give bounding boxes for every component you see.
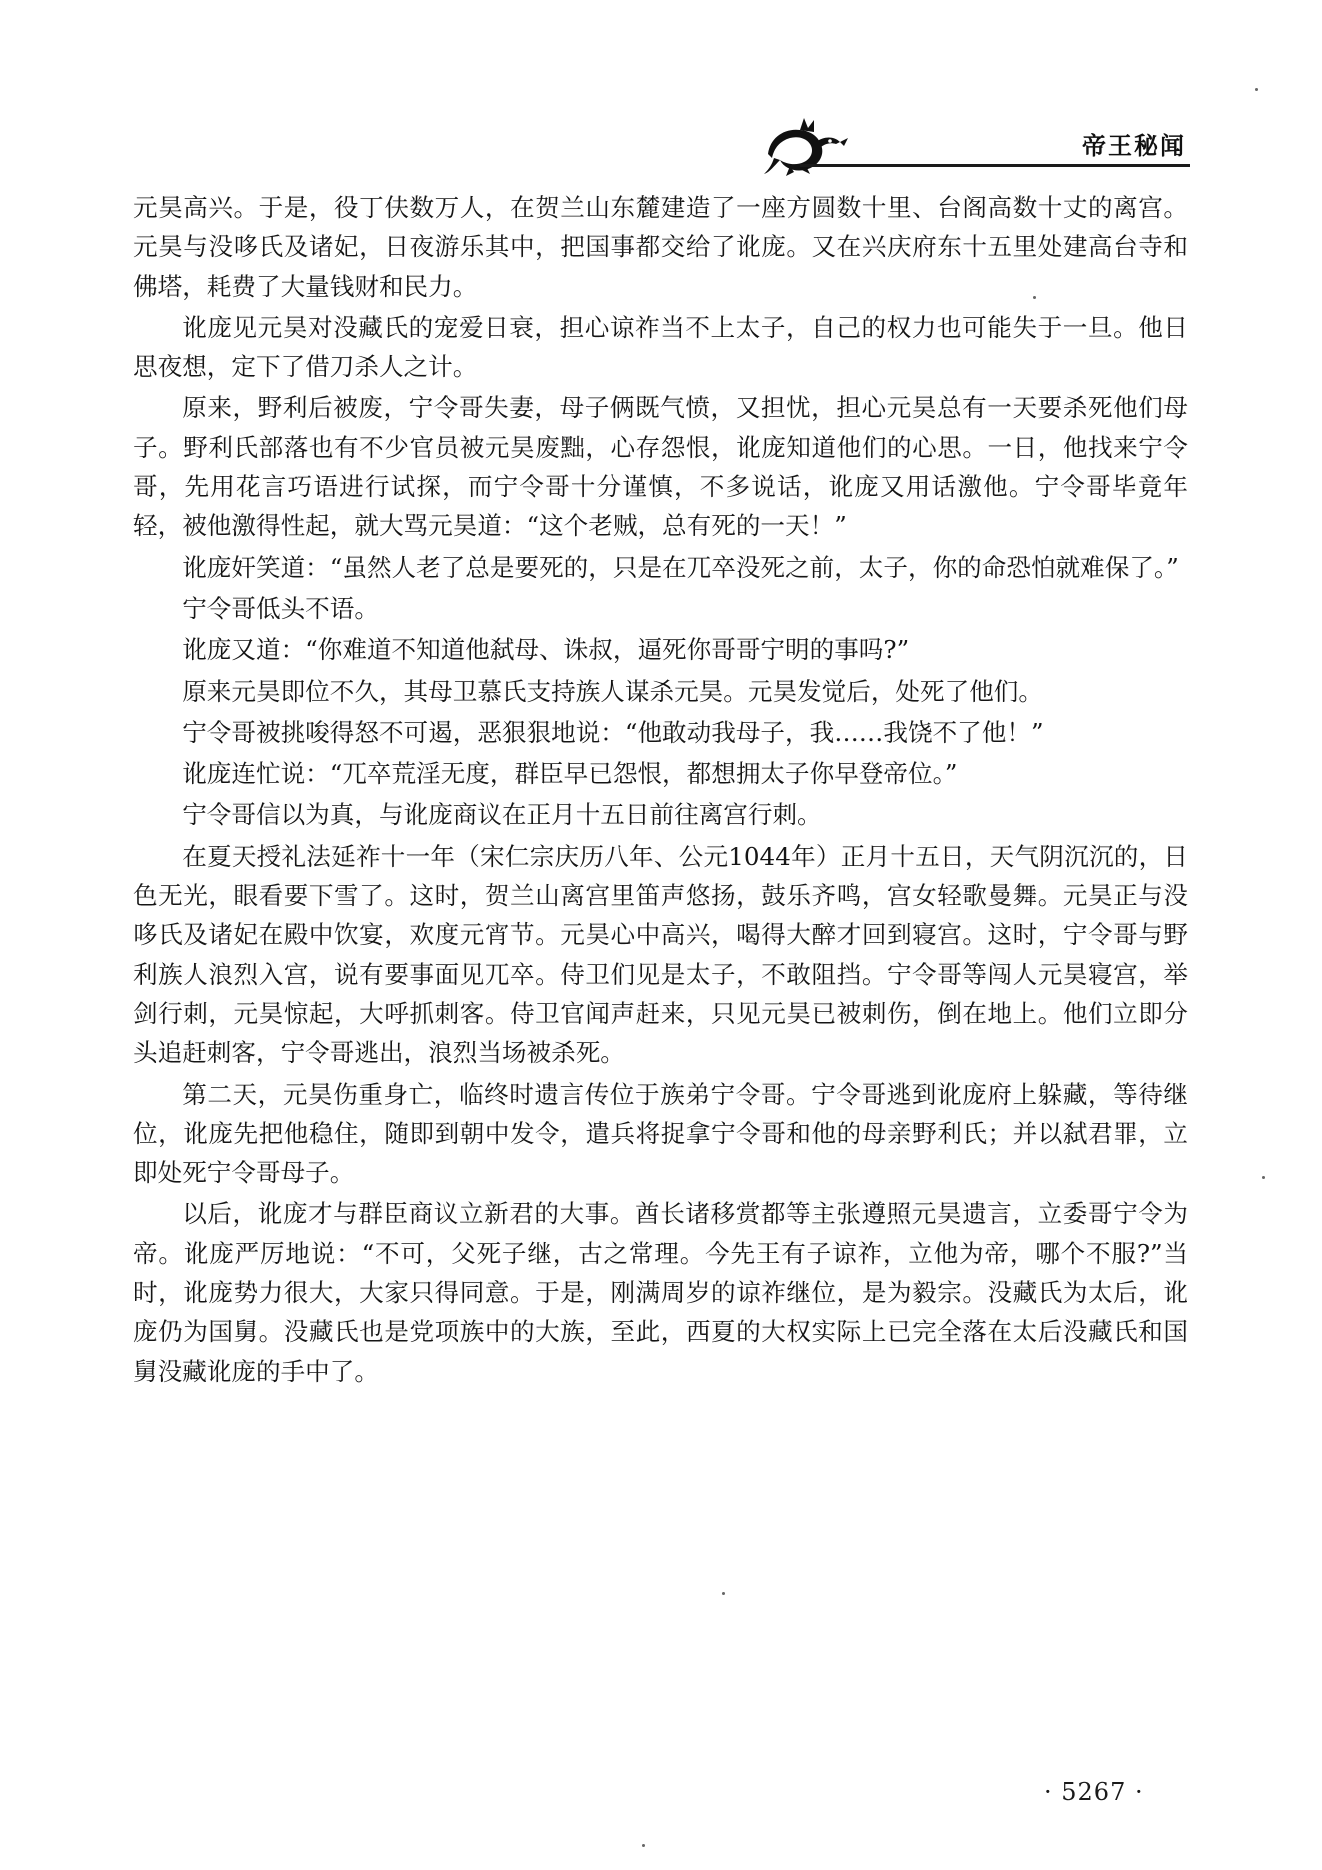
scan-speck [642,1844,645,1847]
paragraph: 讹庞奸笑道：“虽然人老了总是要死的，只是在兀卒没死之前，太子，你的命恐怕就难保了。” [182,552,1179,582]
paragraph: 原来元昊即位不久，其母卫慕氏支持族人谋杀元昊。元昊发觉后，处死了他们。 [182,676,1043,706]
paragraph: 第二天，元昊伤重身亡，临终时遗言传位于族弟宁令哥。宁令哥逃到讹庞府上躲藏，等待继位，讹庞先把他稳住，随即到朝中发令，遣兵将捉拿宁令哥和他的母亲野利氏；并以弑君罪，立即处死宁令哥母子。 [133,1079,1188,1188]
page-number: · 5267 · [1044,1778,1144,1806]
paragraph: 宁令哥低头不语。 [182,593,379,623]
body-text [133,188,1188,1393]
scan-speck [1262,1176,1265,1179]
dragon-icon [760,114,850,178]
paragraph: 讹庞连忙说：“兀卒荒淫无度，群臣早已怨恨，都想拥太子你早登帝位。” [182,759,958,789]
running-header [760,112,1190,172]
header-divider [800,164,1190,167]
scan-speck [722,1592,725,1595]
scan-speck [1033,296,1036,299]
header-title: 帝王秘闻 [1082,132,1186,160]
paragraph: 原来，野利后被废，宁令哥失妻，母子俩既气愤，又担忧，担心元昊总有一天要杀死他们母子。野利氏部落也有不少官员被元昊废黜，心存怨恨，讹庞知道他们的心思。一日，他找来宁令哥，先用花言巧语进行试探，而宁令哥十分谨慎，不多说话，讹庞又用话激他。宁令哥毕竟年轻，被他激得性起，就大骂元昊道：“这个老贼，总有死的一天！” [133,393,1188,541]
paragraph: 在夏天授礼法延祚十一年（宋仁宗庆历八年、公元1044年）正月十五日，天气阴沉沉的，日色无光，眼看要下雪了。这时，贺兰山离宫里笛声悠扬，鼓乐齐鸣，宫女轻歌曼舞。元昊正与没哆氏及诸妃在殿中饮宴，欢度元宵节。元昊心中高兴，喝得大醉才回到寝宫。这时，宁令哥与野利族人浪烈入宫，说有要事面见兀卒。侍卫们见是太子，不敢阻挡。宁令哥等闯人元昊寝宫，举剑行刺，元昊惊起，大呼抓刺客。侍卫官闻声赶来，只见元昊已被刺伤，倒在地上。他们立即分头追赶刺客，宁令哥逃出，浪烈当场被杀死。 [133,841,1188,1068]
paragraph: 讹庞又道：“你难道不知道他弑母、诛叔，逼死你哥哥宁明的事吗?” [182,635,910,665]
paragraph: 讹庞见元昊对没藏氏的宠爱日衰，担心谅祚当不上太子，自己的权力也可能失于一旦。他日思夜想，定下了借刀杀人之计。 [133,312,1188,382]
paragraph: 宁令哥被挑唆得怒不可遏，恶狠狠地说：“他敢动我母子，我……我饶不了他！” [182,717,1044,747]
paragraph: 宁令哥信以为真，与讹庞商议在正月十五日前往离宫行刺。 [182,800,822,830]
paragraph: 以后，讹庞才与群臣商议立新君的大事。酋长诸移赏都等主张遵照元昊遗言，立委哥宁令为帝。讹庞严厉地说：“不可，父死子继，古之常理。今先王有子谅祚，立他为帝，哪个不服?”当时，讹庞势力很大，大家只得同意。于是，刚满周岁的谅祚继位，是为毅宗。没藏氏为太后，讹庞仍为国舅。没藏氏也是党项族中的大族，至此，西夏的大权实际上已完全落在太后没藏氏和国舅没藏讹庞的手中了。 [133,1199,1188,1386]
scan-speck [1255,88,1258,91]
paragraph: 元昊高兴。于是，役丁伕数万人，在贺兰山东麓建造了一座方圆数十里、台阁高数十丈的离宫。元昊与没哆氏及诸妃，日夜游乐其中，把国事都交给了讹庞。又在兴庆府东十五里处建高台寺和佛塔，耗费了大量钱财和民力。 [133,193,1188,301]
